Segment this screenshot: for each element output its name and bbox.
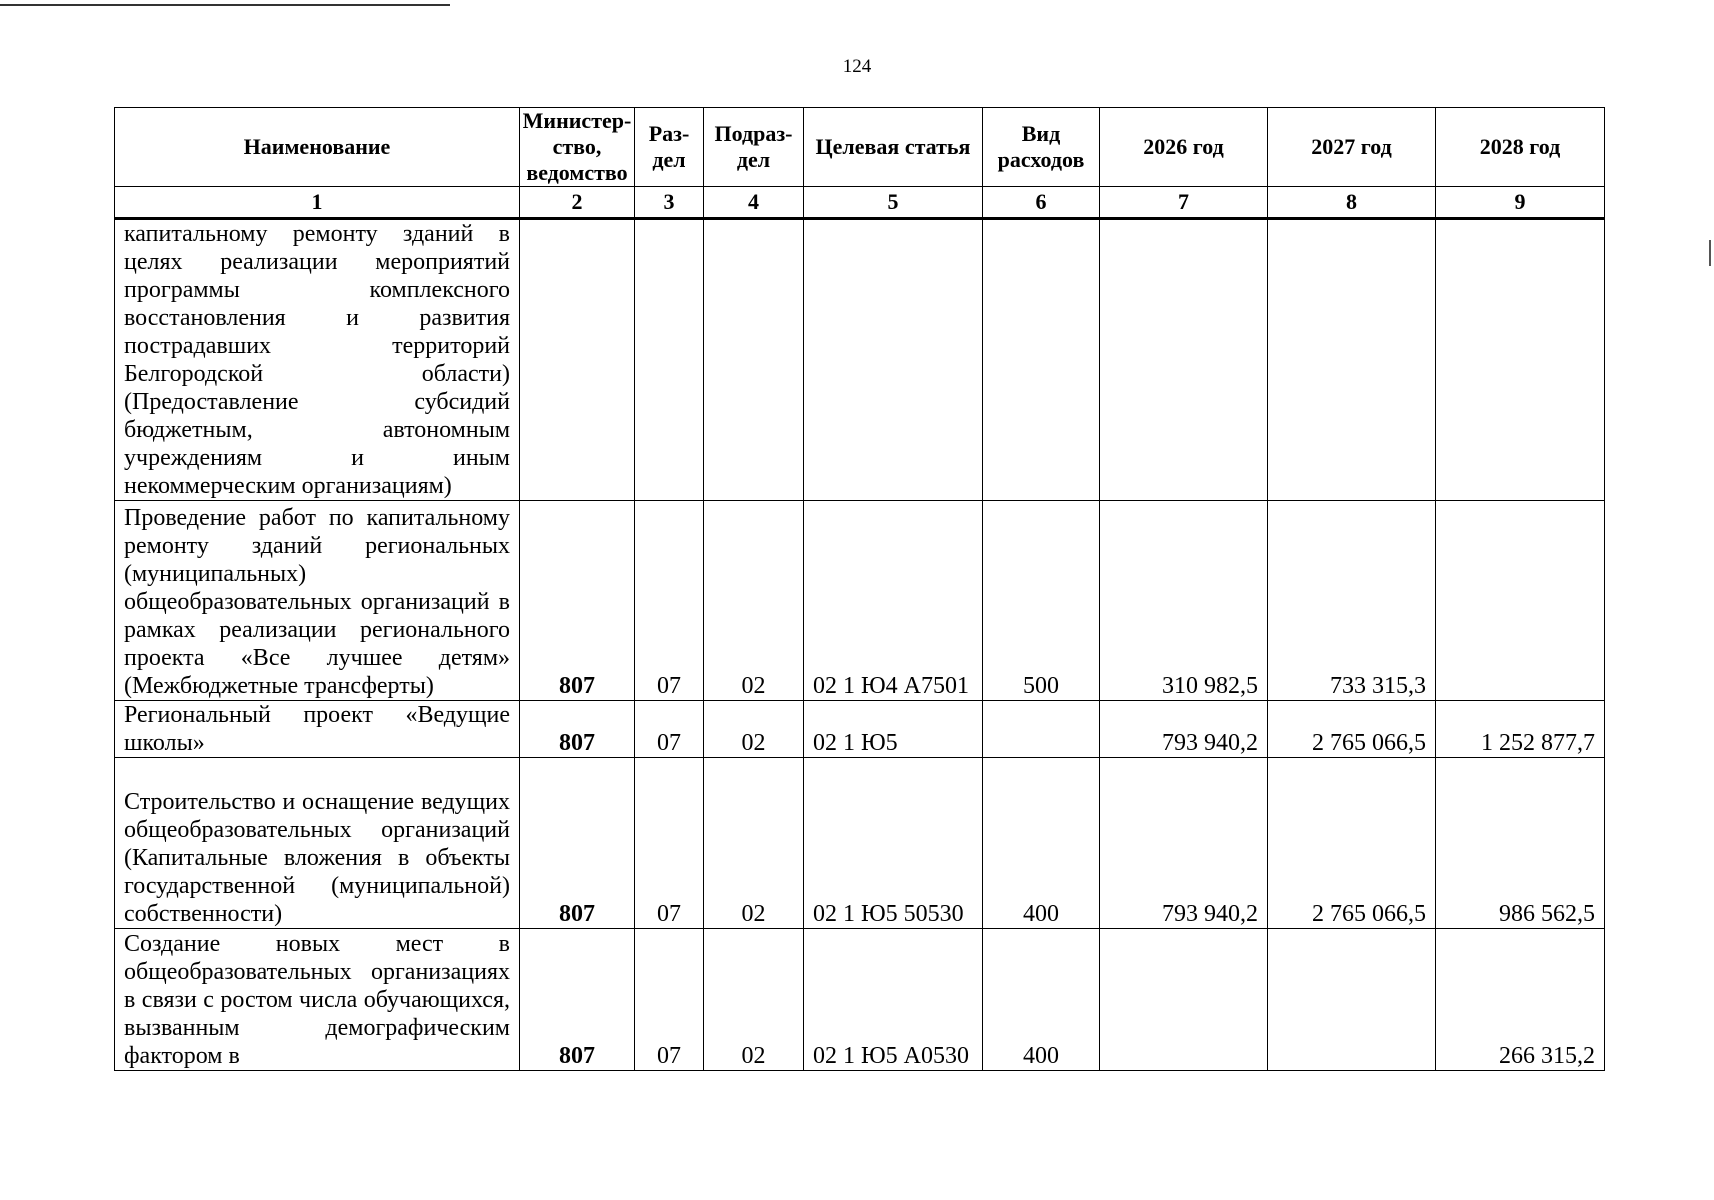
row-ministry: [520, 219, 635, 501]
row-2026: 793 940,2: [1100, 701, 1268, 758]
row-ministry: 807: [520, 701, 635, 758]
scan-margin-mark: [1709, 240, 1711, 266]
row-2027: 2 765 066,5: [1268, 758, 1436, 929]
header-subsection: Подраз-дел: [704, 108, 804, 187]
row-2028: 986 562,5: [1436, 758, 1605, 929]
row-2026: 793 940,2: [1100, 758, 1268, 929]
row-2028: 1 252 877,7: [1436, 701, 1605, 758]
column-number: 6: [983, 187, 1100, 219]
column-number: 9: [1436, 187, 1605, 219]
row-name: капитальному ремонту зданий в целях реализации мероприятий программы комплексного восстановления и развития пострадавших территорий Белгородской области) (Предоставление субсидий бюджетным, автономным учреждениям и иным некоммерческим организациям): [115, 219, 520, 501]
table-row: [115, 501, 1605, 701]
page-number: 124: [842, 56, 872, 77]
row-2027: [1268, 219, 1436, 501]
header-expense-type: Вид расходов: [983, 108, 1100, 187]
row-2026: 310 982,5: [1100, 501, 1268, 701]
row-2028: [1436, 501, 1605, 701]
scan-edge-line: [0, 4, 450, 6]
header-row: [115, 108, 1605, 187]
row-expense-type: 500: [983, 501, 1100, 701]
row-target: 02 1 Ю4 А7501: [804, 501, 983, 701]
column-number: 5: [804, 187, 983, 219]
row-expense-type: 400: [983, 929, 1100, 1071]
row-expense-type: 400: [983, 758, 1100, 929]
column-number: 8: [1268, 187, 1436, 219]
row-section: 07: [635, 701, 704, 758]
column-number: 2: [520, 187, 635, 219]
row-name: Строительство и оснащение ведущих общеобразовательных организаций (Капитальные вложения в объекты государственной (муниципальной) собственности): [115, 758, 520, 929]
table-row: [115, 929, 1605, 1071]
table-row: [115, 219, 1605, 501]
table-row: [115, 701, 1605, 758]
row-subsection: 02: [704, 701, 804, 758]
header-2026: 2026 год: [1100, 108, 1268, 187]
row-target: 02 1 Ю5: [804, 701, 983, 758]
row-subsection: 02: [704, 501, 804, 701]
row-2026: [1100, 219, 1268, 501]
header-section: Раз-дел: [635, 108, 704, 187]
row-2027: 733 315,3: [1268, 501, 1436, 701]
row-subsection: [704, 219, 804, 501]
column-number: 3: [635, 187, 704, 219]
row-target: 02 1 Ю5 50530: [804, 758, 983, 929]
row-ministry: 807: [520, 501, 635, 701]
column-number-row: [115, 187, 1605, 219]
row-2028: [1436, 219, 1605, 501]
header-target: Целевая статья: [804, 108, 983, 187]
row-name: Региональный проект «Ведущие школы»: [115, 701, 520, 758]
row-target: [804, 219, 983, 501]
row-subsection: 02: [704, 758, 804, 929]
row-target: 02 1 Ю5 А0530: [804, 929, 983, 1071]
row-expense-type: [983, 701, 1100, 758]
table-row: [115, 758, 1605, 929]
row-section: 07: [635, 758, 704, 929]
column-number: 4: [704, 187, 804, 219]
row-2028: 266 315,2: [1436, 929, 1605, 1071]
budget-table: [114, 107, 1605, 1071]
column-number: 7: [1100, 187, 1268, 219]
row-name: Создание новых мест в общеобразовательных организациях в связи с ростом числа обучающихся, вызванным демографическим фактором в: [115, 929, 520, 1071]
row-section: 07: [635, 929, 704, 1071]
row-section: 07: [635, 501, 704, 701]
header-name: Наименование: [115, 108, 520, 187]
row-ministry: 807: [520, 758, 635, 929]
column-number: 1: [115, 187, 520, 219]
row-2027: [1268, 929, 1436, 1071]
row-subsection: 02: [704, 929, 804, 1071]
row-name: Проведение работ по капитальному ремонту зданий региональных (муниципальных) общеобразовательных организаций в рамках реализации регионального проекта «Все лучшее детям» (Межбюджетные трансферты): [115, 501, 520, 701]
header-ministry: Министер-ство, ведомство: [520, 108, 635, 187]
header-2028: 2028 год: [1436, 108, 1605, 187]
header-2027: 2027 год: [1268, 108, 1436, 187]
row-expense-type: [983, 219, 1100, 501]
row-section: [635, 219, 704, 501]
row-2027: 2 765 066,5: [1268, 701, 1436, 758]
row-ministry: 807: [520, 929, 635, 1071]
row-2026: [1100, 929, 1268, 1071]
